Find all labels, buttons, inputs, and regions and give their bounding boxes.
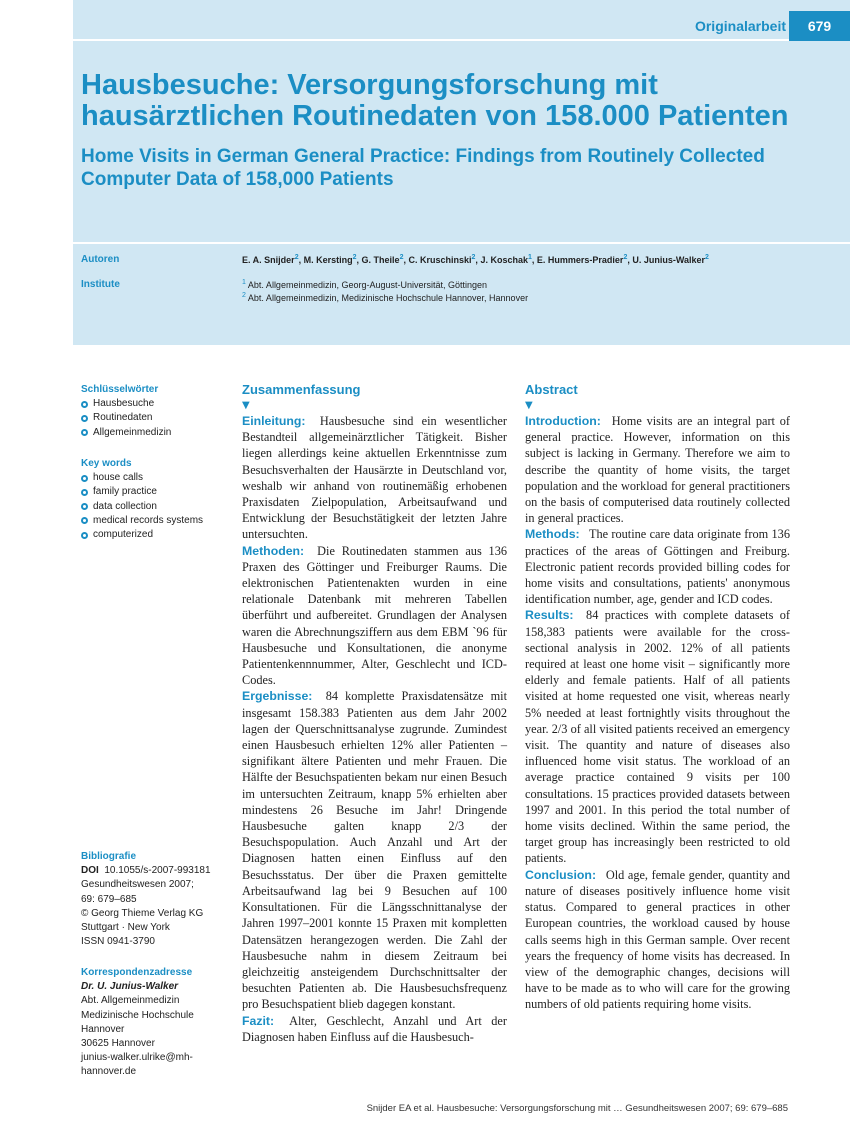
abstract-paragraph — [525, 607, 790, 866]
bullet-circle-icon — [81, 429, 88, 436]
author-affiliation: 2 — [294, 254, 299, 261]
section-label: Originalarbeit — [694, 18, 786, 34]
authors-list: E. A. Snijder$^2$, M. Kersting$^2$, G. Theile$^2$, C. Kruschinski$^2$, J. Koschak$^1$, E. Hummers-Pradier$^2$, U. Junius-Walker$^2$ — [242, 254, 709, 265]
bibliography-line: 69: 679–685 — [81, 893, 137, 905]
keyword-item — [81, 471, 231, 485]
abstract-paragraph — [242, 543, 507, 689]
correspondence-line: Hannover — [81, 1023, 125, 1035]
correspondence-name: Dr. U. Junius-Walker — [81, 981, 179, 993]
header-divider — [73, 39, 850, 41]
bullet-circle-icon — [81, 401, 88, 408]
correspondence — [81, 966, 231, 1080]
paragraph-text: Old age, female gender, quantity and nature of diseases positively influence home visit status. Compared to general practices in other European countries, the workload caused by house calls seems high in this German sample. Over recent years the frequency of home visits has decreased. In view of the demographic changes, decisions will have to be made as to who will care for the growing numbers of old patients requiring home visits. — [525, 867, 790, 1012]
paragraph-label: Ergebnisse: — [242, 689, 313, 704]
bullet-circle-icon — [81, 517, 88, 524]
institute-text: Abt. Allgemeinmedizin, Georg-August-Universität, Göttingen — [247, 280, 488, 290]
keyword-text: Allgemeinmedizin — [93, 426, 172, 438]
author-affiliation: 2 — [352, 254, 357, 261]
keyword-text: house calls — [93, 472, 144, 484]
abstract-paragraph — [242, 1013, 507, 1045]
keyword-text: data collection — [93, 500, 157, 512]
abstract-paragraph — [242, 688, 507, 1012]
author-affiliation: 2 — [471, 254, 476, 261]
institute-line — [242, 292, 528, 305]
correspondence-line: 30625 Hannover — [81, 1038, 155, 1050]
institutes-list — [242, 279, 528, 305]
zusammenfassung-body — [242, 413, 507, 1045]
abstract-paragraph — [525, 526, 790, 607]
keyword-text: computerized — [93, 529, 154, 541]
author-affiliation: 2 — [623, 254, 628, 261]
abstract-paragraph — [242, 413, 507, 543]
bibliography — [81, 850, 231, 949]
correspondence-line: Medizinische Hochschule — [81, 1009, 194, 1021]
paragraph-text: Home visits are an integral part of general practice. However, information on this subject is lacking in Germany. Therefore we aim to describe the quantity of home visits, the target population and the workload for general practitioners on the basis of computerised data routinely collected in general practices. — [525, 414, 790, 526]
institute-number: 1 — [242, 279, 246, 286]
meta-divider — [73, 242, 850, 244]
bullet-circle-icon — [81, 503, 88, 510]
paragraph-label: Introduction: — [525, 414, 601, 428]
bibliography-lines — [81, 878, 231, 949]
bullet-circle-icon — [81, 489, 88, 496]
paragraph-text: 84 komplette Praxisdatensätze mit insgesamt 158.383 Patienten aus dem Jahr 2002 lagen der Querschnittsanalyse zugrunde. Zumindest einen Hausbesuch erhielten 12% aller Patienten – signifikant ältere Patienten und mehr Frauen. Die Hälfte der Besuchspatienten bekam nur einen Besuch im untersuchten Zeitraum, knapp 5% erhielten aber mindestens 26 Besuche im Jahr! Dringende Hausbesuche galten knapp 2/3 der Besuchspopulation. Auch Anzahl und Art der Diagnosen hatten einen Einfluss auf den Besuchsstatus. Der über die Praxen gemittelte Arbeitsaufwand lag bei 9 Besuchen auf 100 Konsultationen. Für die Längsschnittanalyse der Jahren 1997–2001 konnte 15 Praxen mit kompletten Datensätzen herangezogen werden. Die Zahl der Hausbesuche nahm in diesem Zeitraum bei gleichzeitig ansteigendem Durchschnittsalter der besuchten Patienten ab. Die Hausbesuchsfrequenz pro Besuchspatient blieb dagegen konstant. — [242, 689, 507, 1012]
zusammenfassung-column — [242, 381, 507, 1045]
bibliography-line: ISSN 0941-3790 — [81, 936, 155, 948]
keyword-item — [81, 426, 231, 440]
abstract-paragraph — [525, 867, 790, 1013]
author-name: C. Kruschinski — [408, 255, 472, 265]
article-subtitle: Home Visits in German General Practice: Findings from Routinely Collected Computer Data of 158,000 Patients — [81, 146, 765, 190]
correspondence-line: hannover.de — [81, 1066, 137, 1078]
institute-text: Abt. Allgemeinmedizin, Medizinische Hochschule Hannover, Hannover — [247, 293, 529, 303]
page-number: 679 — [789, 11, 850, 41]
keyword-item — [81, 485, 231, 499]
paragraph-label: Methods: — [525, 527, 580, 542]
author-name: M. Kersting — [303, 255, 353, 265]
abstract-heading: Abstract — [525, 382, 578, 397]
page-footer: Snijder EA et al. Hausbesuche: Versorgungsforschung mit … Gesundheitswesen 2007; 69: 679–685 — [366, 1103, 788, 1114]
abstract-paragraph — [525, 413, 790, 526]
keywords-en — [81, 457, 231, 542]
keywords-de — [81, 383, 231, 440]
article-title: Hausbesuche: Versorgungsforschung mit hausärztlichen Routinedaten von 158.000 Patienten — [81, 69, 789, 132]
paragraph-text: Die Routinedaten stammen aus 136 Praxen des Göttinger und Freiburger Raums. Die elektronischen Patientenakten wurden in eine relationale Datenbank mit mehreren Tabellen überführt und aufbereitet. Grundlagen der Analysen waren die Abrechnungsziffern aus dem EBM `96 für Hausbesuche und Konsultationen, die anonyme Patientenkennnummer, Alter, Geschlecht und ICD-Codes. — [242, 543, 507, 688]
doi-label: DOI — [81, 865, 99, 877]
paragraph-label: Methoden: — [242, 543, 305, 558]
paragraph-text: Alter, Geschlecht, Anzahl und Art der Diagnosen haben Einfluss auf die Hausbesuch- — [242, 1013, 507, 1044]
abstract-body — [525, 413, 790, 1013]
bibliography-line: © Georg Thieme Verlag KG — [81, 907, 204, 919]
triangle-down-icon: ▼ — [242, 400, 250, 411]
authors-label: Autoren — [81, 254, 120, 265]
keywords-de-list — [81, 397, 231, 440]
abstract-column — [525, 381, 790, 1013]
paragraph-text: The routine care data originate from 136 practices of the areas of Göttingen and Freiburg. Electronic patient records provided billing codes for home visits and consultations, patients' anonymous identification number, age, gender and ICD codes. — [525, 527, 790, 607]
bullet-circle-icon — [81, 532, 88, 539]
zusammenfassung-heading: Zusammenfassung — [242, 382, 361, 397]
triangle-down-icon: ▼ — [525, 400, 533, 411]
correspondence-line: Abt. Allgemeinmedizin — [81, 995, 180, 1007]
bibliography-line: Gesundheitswesen 2007; — [81, 879, 194, 891]
paragraph-text: Hausbesuche sind ein wesentlicher Bestandteil allgemeinärztlicher Tätigkeit. Bisher liegen allerdings keine aktuellen Erkenntnisse zum Besuchsverhalten der Hausärzte in Deutschland vor, weshalb wir anhand von routinemäßig erhobenen Praxisdaten Zielpopulation, Arbeitsaufwand und Entwicklung der Besuchstätigkeit der letzten Jahre untersuchten. — [242, 414, 507, 542]
paragraph-label: Einleitung: — [242, 414, 306, 428]
institute-line — [242, 279, 528, 292]
paragraph-label: Fazit: — [242, 1013, 275, 1028]
correspondence-heading: Korrespondenzadresse — [81, 967, 193, 978]
doi-value: 10.1055/s-2007-993181 — [104, 865, 211, 877]
author-name: G. Theile — [361, 255, 400, 265]
paragraph-label: Results: — [525, 608, 574, 623]
keywords-en-list — [81, 471, 231, 542]
keyword-item — [81, 411, 231, 425]
keywords-de-heading: Schlüsselwörter — [81, 384, 159, 395]
keyword-item — [81, 397, 231, 411]
keyword-item — [81, 514, 231, 528]
institute-number: 2 — [242, 292, 246, 299]
paragraph-text: 84 practices with complete datasets of 158,383 patients were available for the cross-sectional analysis in 2002. 12% of all patients required at least one home visit – significantly more elderly and female patients. Half of all patients visited at home requested one visit, whereas nearly 5% needed at least fortnightly visits throughout the year. 2/3 of all visited patients received an emergency visit. The quantity and nature of diseases also influenced home visit status. The workload of an average practice contained 9 visits per 100 consultations. 15 practices provided datasets between 1997 and 2001. In this period the total number of home visits declined. Within the same period, the target group has increasingly been restricted to old patients. — [525, 608, 790, 866]
keyword-text: Routinedaten — [93, 412, 153, 424]
author-name: J. Koschak — [480, 255, 528, 265]
keyword-text: Hausbesuche — [93, 398, 155, 410]
bibliography-line: Stuttgart · New York — [81, 922, 170, 934]
bullet-circle-icon — [81, 475, 88, 482]
correspondence-lines — [81, 994, 231, 1079]
correspondence-line: junius-walker.ulrike@mh- — [81, 1052, 193, 1064]
keyword-item — [81, 500, 231, 514]
paragraph-label: Conclusion: — [525, 867, 597, 882]
author-name: E. A. Snijder — [242, 255, 295, 265]
author-name: E. Hummers-Pradier — [536, 255, 624, 265]
author-affiliation: 1 — [527, 254, 532, 261]
author-affiliation: 2 — [705, 254, 709, 261]
keyword-item — [81, 528, 231, 542]
keywords-en-heading: Key words — [81, 458, 132, 469]
keyword-text: family practice — [93, 486, 157, 498]
bibliography-heading: Bibliografie — [81, 851, 137, 862]
doi-line — [81, 864, 231, 878]
institutes-label: Institute — [81, 279, 120, 290]
author-affiliation: 2 — [399, 254, 404, 261]
author-name: U. Junius-Walker — [632, 255, 706, 265]
bullet-circle-icon — [81, 415, 88, 422]
keyword-text: medical records systems — [93, 514, 204, 526]
